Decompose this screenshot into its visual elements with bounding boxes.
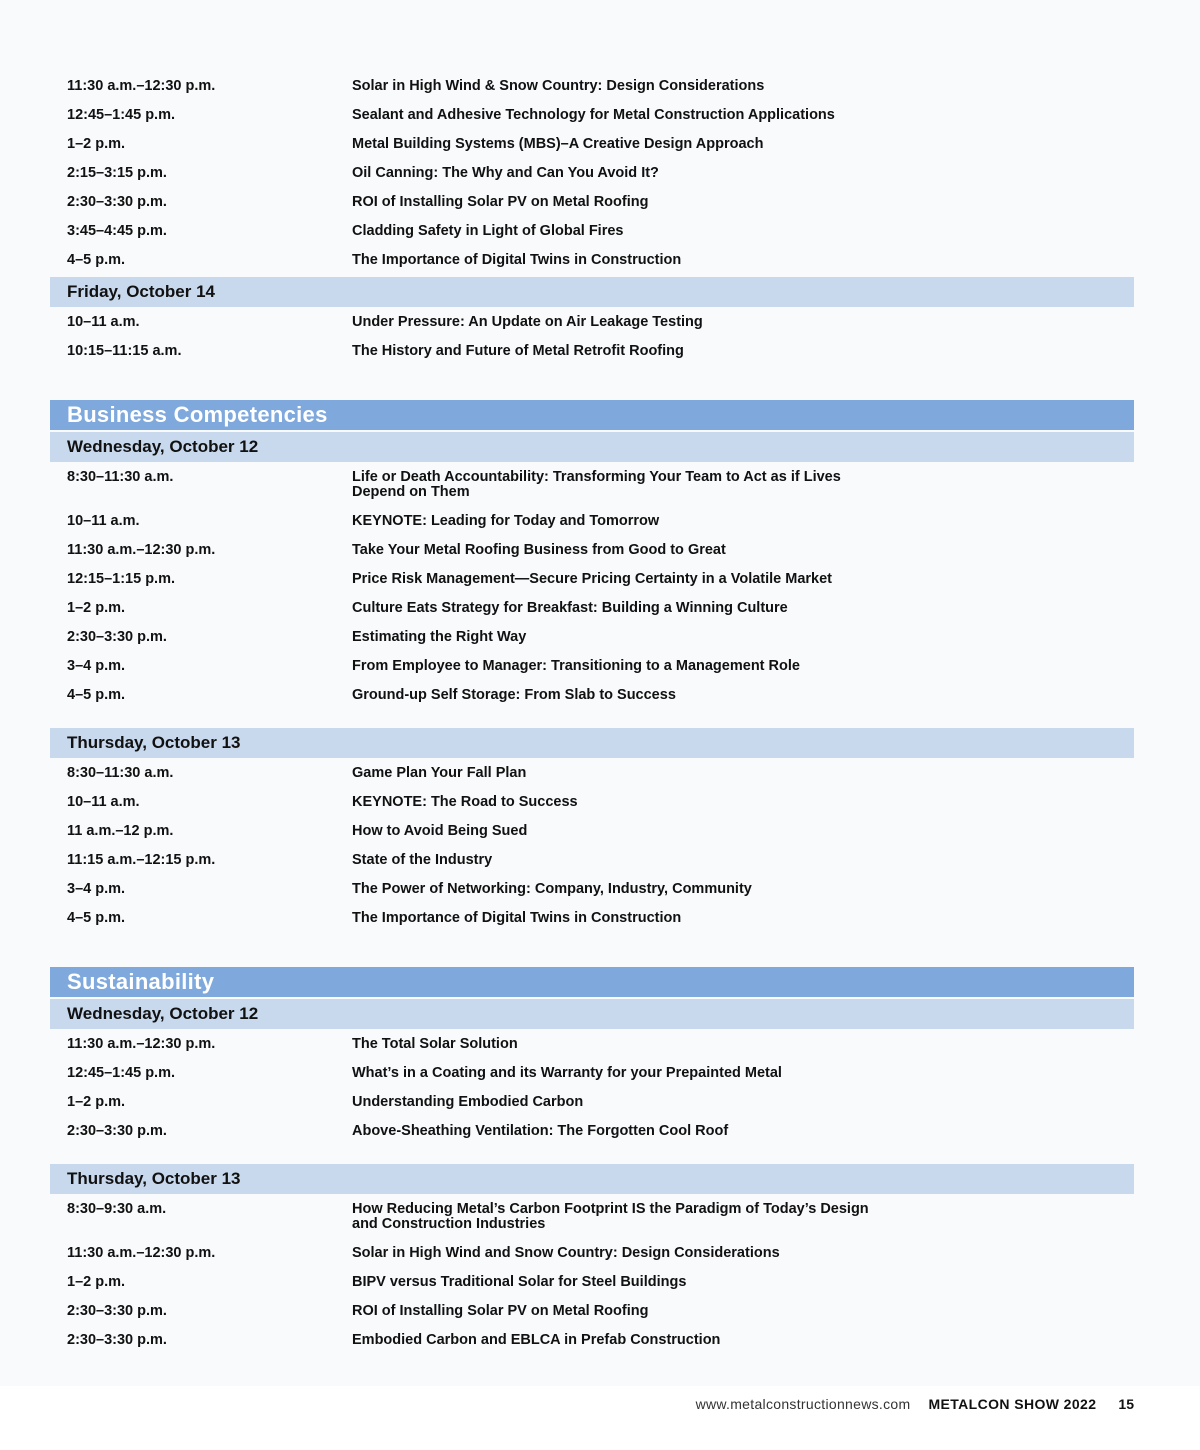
session-time: 11:30 a.m.–12:30 p.m. (67, 542, 216, 558)
day-heading: Wednesday, October 12 (50, 432, 1134, 462)
session-row (50, 652, 1134, 681)
session-time: 2:15–3:15 p.m. (67, 165, 167, 181)
section-spacer (50, 366, 1134, 400)
session-time: 11:15 a.m.–12:15 p.m. (67, 852, 216, 868)
day-heading: Thursday, October 13 (50, 728, 1134, 758)
session-row (50, 1326, 1134, 1355)
session-time: 1–2 p.m. (67, 1094, 126, 1110)
session-row (50, 623, 1134, 652)
session-title: Culture Eats Strategy for Breakfast: Building a Winning Culture (352, 600, 788, 616)
session-time: 12:45–1:45 p.m. (67, 1065, 176, 1081)
session-time: 4–5 p.m. (67, 910, 126, 926)
session-title: Embodied Carbon and EBLCA in Prefab Construction (352, 1332, 721, 1348)
session-row (50, 536, 1134, 565)
session-row (50, 72, 1134, 101)
session-title: Game Plan Your Fall Plan (352, 765, 527, 781)
session-title: The Importance of Digital Twins in Construction (352, 910, 682, 926)
schedule (50, 72, 1134, 1355)
session-title: BIPV versus Traditional Solar for Steel Buildings (352, 1274, 687, 1290)
session-row (50, 565, 1134, 594)
session-title: ROI of Installing Solar PV on Metal Roofing (352, 1303, 649, 1319)
session-title: Price Risk Management—Secure Pricing Certainty in a Volatile Market (352, 571, 833, 587)
session-title: Solar in High Wind and Snow Country: Design Considerations (352, 1245, 780, 1261)
session-title: Take Your Metal Roofing Business from Good to Great (352, 542, 726, 558)
page-footer (0, 1386, 1200, 1450)
section-heading: Business Competencies (50, 400, 1134, 430)
session-title: Metal Building Systems (MBS)–A Creative Design Approach (352, 136, 764, 152)
session-title: Sealant and Adhesive Technology for Metal Construction Applications (352, 107, 835, 123)
session-row (50, 846, 1134, 875)
page-number: 15 (1118, 1396, 1134, 1412)
day-heading: Thursday, October 13 (50, 1164, 1134, 1194)
session-time: 10–11 a.m. (67, 794, 140, 810)
session-time: 4–5 p.m. (67, 687, 126, 703)
session-time: 2:30–3:30 p.m. (67, 629, 167, 645)
session-time: 8:30–11:30 a.m. (67, 469, 174, 485)
session-row (50, 337, 1134, 366)
session-row (50, 1268, 1134, 1297)
session-time: 2:30–3:30 p.m. (67, 1303, 167, 1319)
session-row (50, 1297, 1134, 1326)
section-heading: Sustainability (50, 967, 1134, 997)
session-title: Estimating the Right Way (352, 629, 527, 645)
session-time: 2:30–3:30 p.m. (67, 1332, 167, 1348)
session-time: 11:30 a.m.–12:30 p.m. (67, 78, 216, 94)
footer-publication: METALCON SHOW 2022 (928, 1396, 1097, 1412)
session-row (50, 1239, 1134, 1268)
session-time: 1–2 p.m. (67, 136, 126, 152)
session-time: 11:30 a.m.–12:30 p.m. (67, 1245, 216, 1261)
session-row (50, 463, 1134, 507)
day-heading: Friday, October 14 (50, 277, 1134, 307)
session-title: Above-Sheathing Ventilation: The Forgotten Cool Roof (352, 1123, 729, 1139)
session-time: 8:30–11:30 a.m. (67, 765, 174, 781)
session-row (50, 246, 1134, 275)
session-time: 1–2 p.m. (67, 1274, 126, 1290)
session-row (50, 308, 1134, 337)
session-row (50, 788, 1134, 817)
day-heading: Wednesday, October 12 (50, 999, 1134, 1029)
session-row (50, 904, 1134, 933)
day-spacer (50, 710, 1134, 726)
session-time: 3–4 p.m. (67, 658, 126, 674)
session-time: 11:30 a.m.–12:30 p.m. (67, 1036, 216, 1052)
footer-url[interactable]: www.metalconstructionnews.com (695, 1396, 911, 1412)
session-title: Solar in High Wind & Snow Country: Design Considerations (352, 78, 765, 94)
session-title: How to Avoid Being Sued (352, 823, 528, 839)
session-time: 3–4 p.m. (67, 881, 126, 897)
session-time: 12:15–1:15 p.m. (67, 571, 176, 587)
session-time: 10:15–11:15 a.m. (67, 343, 182, 359)
session-row (50, 130, 1134, 159)
session-title: KEYNOTE: Leading for Today and Tomorrow (352, 513, 660, 529)
session-row (50, 159, 1134, 188)
session-title: From Employee to Manager: Transitioning to a Management Role (352, 658, 800, 674)
session-time: 2:30–3:30 p.m. (67, 194, 167, 210)
session-title: The History and Future of Metal Retrofit Roofing (352, 343, 684, 359)
session-row (50, 217, 1134, 246)
session-row (50, 594, 1134, 623)
session-title: The Power of Networking: Company, Industry, Community (352, 881, 752, 897)
session-title: How Reducing Metal’s Carbon Footprint IS the Paradigm of Today’s Design and Construction Industries (352, 1201, 869, 1232)
day-spacer (50, 1146, 1134, 1162)
session-title: Understanding Embodied Carbon (352, 1094, 584, 1110)
session-row (50, 101, 1134, 130)
session-title: KEYNOTE: The Road to Success (352, 794, 578, 810)
session-row (50, 1195, 1134, 1239)
session-row (50, 1030, 1134, 1059)
session-title: Ground-up Self Storage: From Slab to Success (352, 687, 676, 703)
session-time: 8:30–9:30 a.m. (67, 1201, 167, 1217)
session-title: ROI of Installing Solar PV on Metal Roofing (352, 194, 649, 210)
session-title: The Importance of Digital Twins in Construction (352, 252, 682, 268)
session-title: Life or Death Accountability: Transforming Your Team to Act as if Lives Depend on Them (352, 469, 841, 500)
session-title: Cladding Safety in Light of Global Fires (352, 223, 624, 239)
session-time: 4–5 p.m. (67, 252, 126, 268)
session-row (50, 188, 1134, 217)
session-row (50, 817, 1134, 846)
session-row (50, 1088, 1134, 1117)
session-row (50, 681, 1134, 710)
session-time: 10–11 a.m. (67, 513, 140, 529)
session-title: What’s in a Coating and its Warranty for your Prepainted Metal (352, 1065, 782, 1081)
session-row (50, 507, 1134, 536)
session-row (50, 1059, 1134, 1088)
section-spacer (50, 933, 1134, 967)
session-time: 2:30–3:30 p.m. (67, 1123, 167, 1139)
session-row (50, 759, 1134, 788)
session-title: State of the Industry (352, 852, 493, 868)
session-time: 3:45–4:45 p.m. (67, 223, 167, 239)
session-time: 10–11 a.m. (67, 314, 140, 330)
session-row (50, 1117, 1134, 1146)
session-time: 11 a.m.–12 p.m. (67, 823, 174, 839)
session-title: Under Pressure: An Update on Air Leakage Testing (352, 314, 703, 330)
session-row (50, 875, 1134, 904)
session-title: The Total Solar Solution (352, 1036, 518, 1052)
session-time: 1–2 p.m. (67, 600, 126, 616)
session-time: 12:45–1:45 p.m. (67, 107, 176, 123)
session-title: Oil Canning: The Why and Can You Avoid It? (352, 165, 659, 181)
